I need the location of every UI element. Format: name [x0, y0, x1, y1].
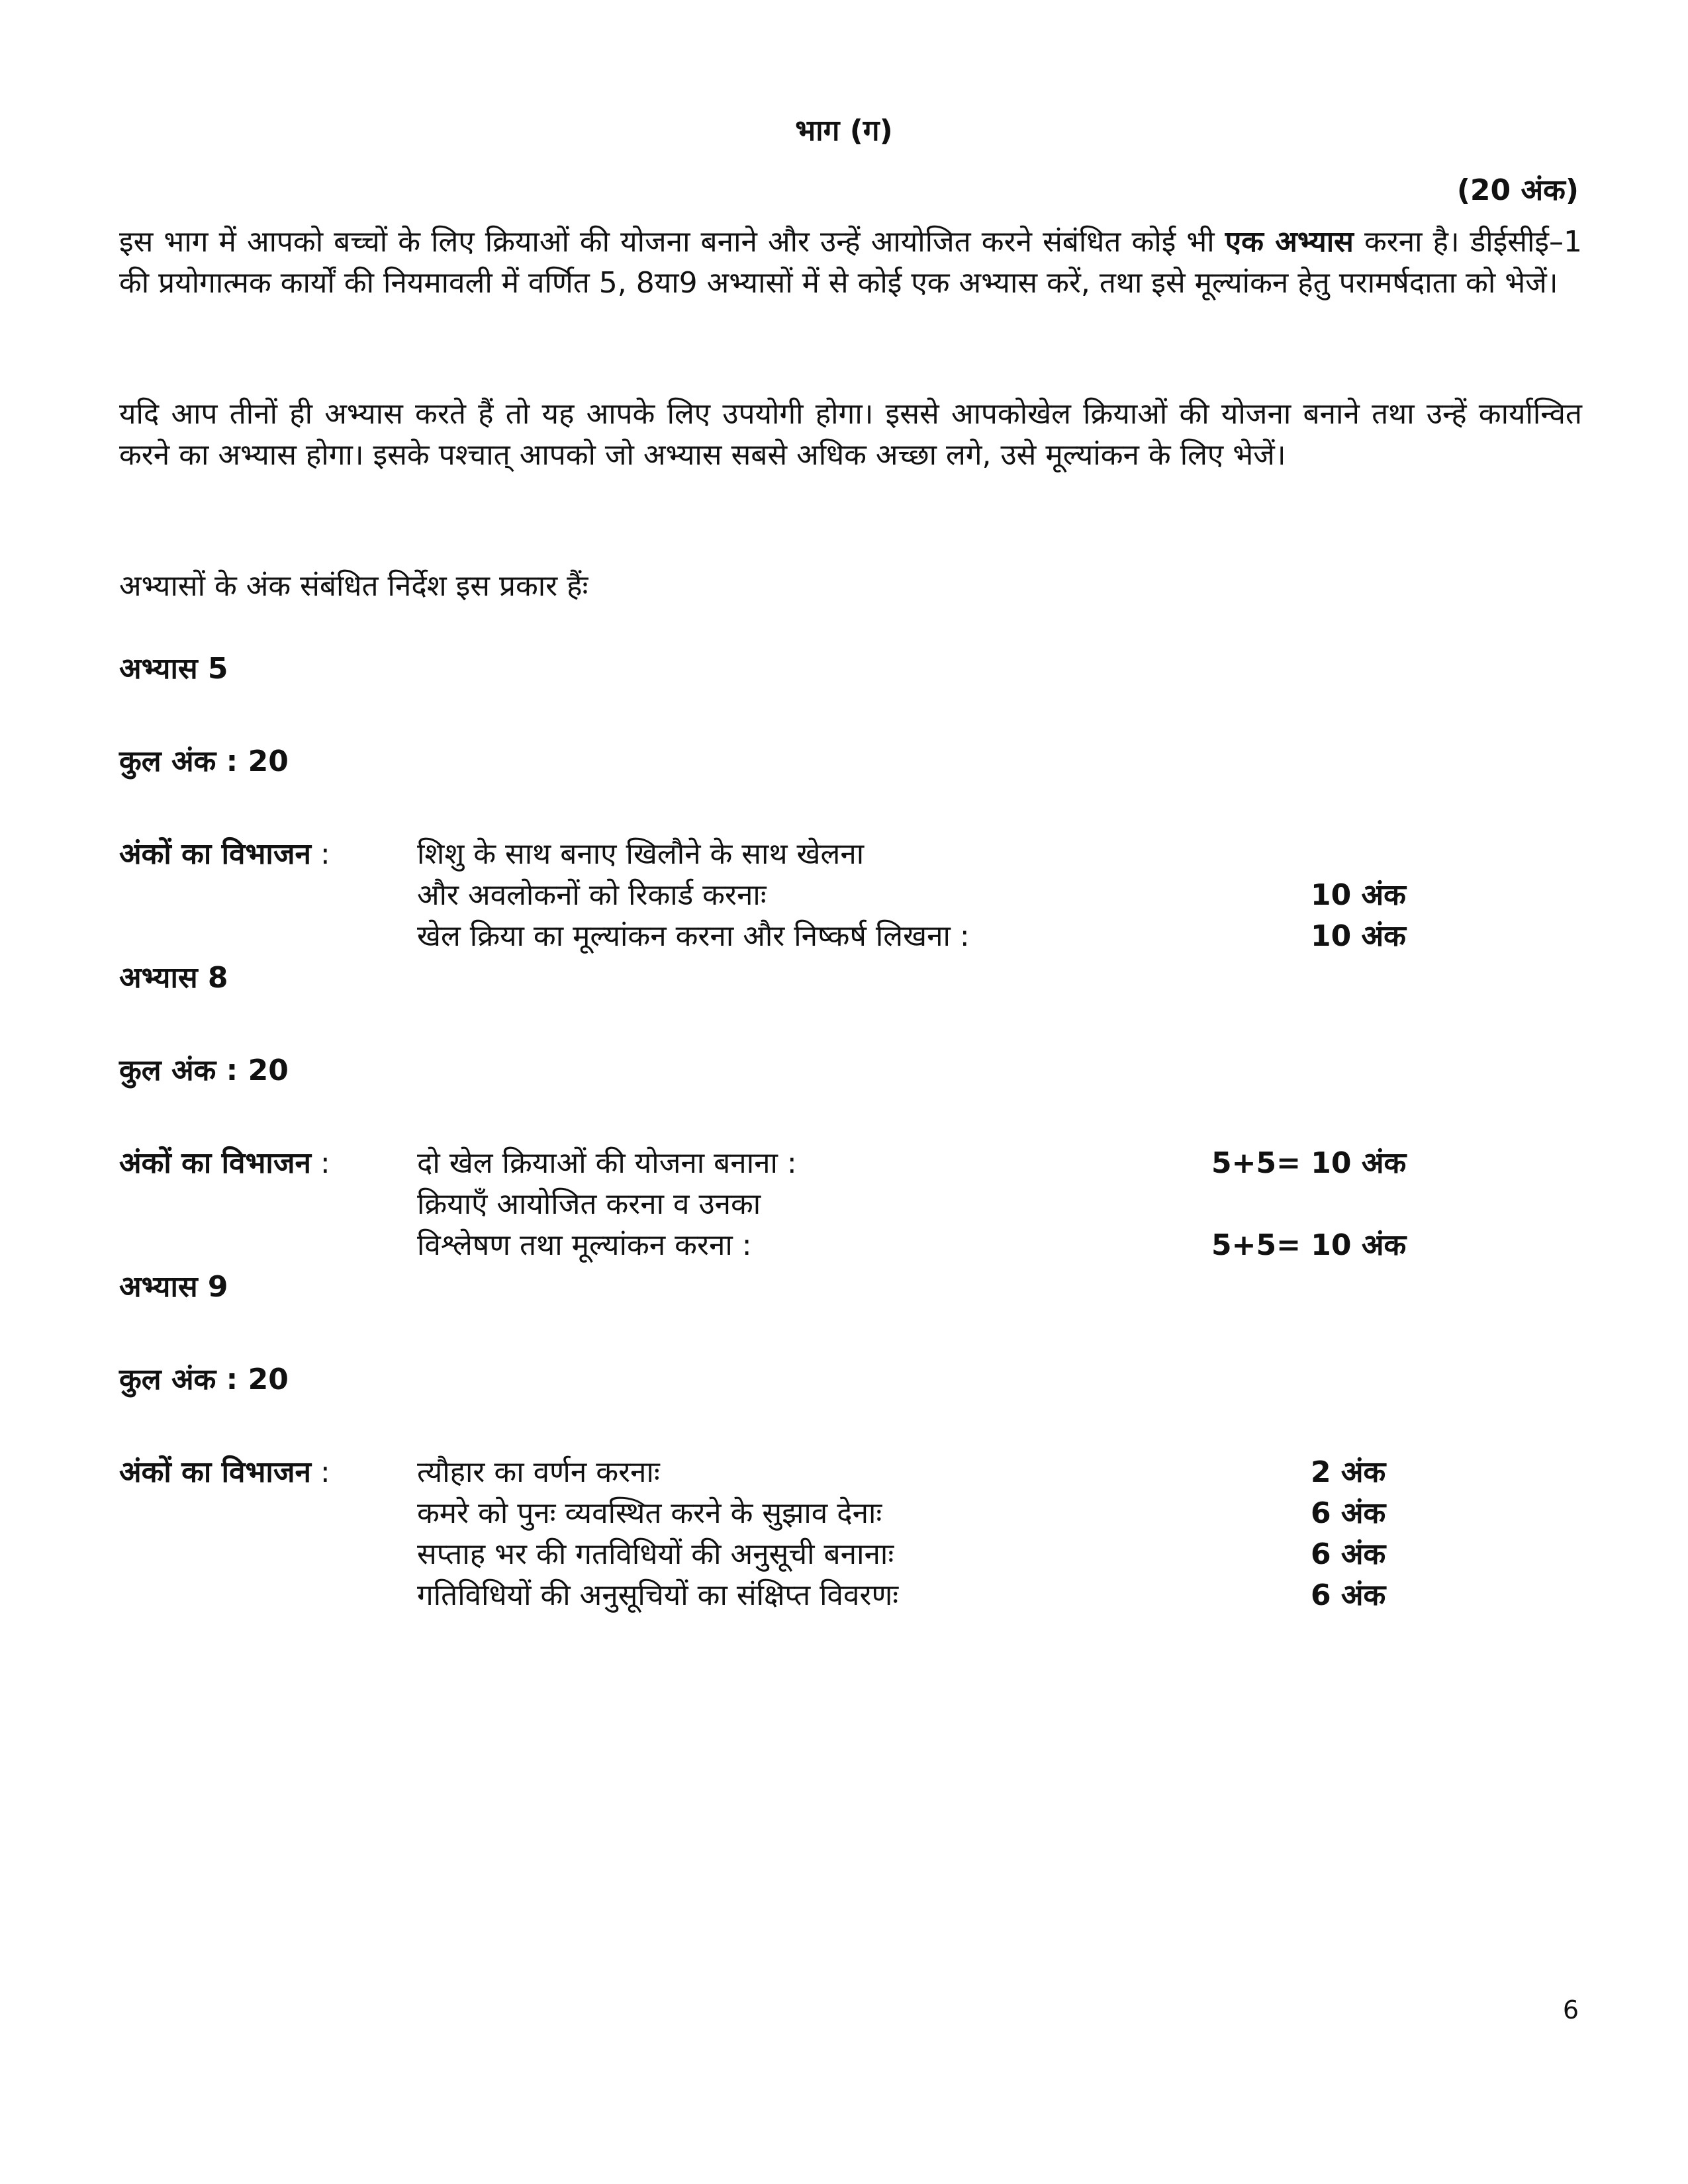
division-label	[119, 833, 330, 872]
exercise-9-item-3-marks: 6 अंक	[1311, 1537, 1386, 1571]
division-colon: :	[320, 1455, 330, 1489]
exercise-9-heading: अभ्यास 9	[119, 1270, 228, 1304]
exercise-5-item-1: शिशु के साथ बनाए खिलौने के साथ खेलना	[417, 837, 865, 871]
exercise-8-item-2: क्रियाएँ आयोजित करना व उनका	[417, 1187, 761, 1221]
exercise-5-item-3-marks: 10 अंक	[1311, 919, 1406, 953]
exercise-9-item-1-marks: 2 अंक	[1311, 1455, 1386, 1489]
division-label-text: अंकों का विभाजन	[119, 1146, 311, 1180]
exercise-9-item-2-marks: 6 अंक	[1311, 1496, 1386, 1530]
exercise-9-item-3: सप्ताह भर की गतविधियों की अनुसूची बनानाः	[417, 1537, 894, 1571]
exercise-8-item-1: दो खेल क्रियाओं की योजना बनाना :	[417, 1146, 797, 1180]
exercise-8-item-3: विश्लेषण तथा मूल्यांकन करना :	[417, 1228, 752, 1262]
intro-paragraph-3: अभ्यासों के अंक संबंधित निर्देश इस प्रकार हैंः	[119, 569, 588, 603]
intro-paragraph-1	[119, 222, 1582, 304]
page-number: 6	[1562, 1995, 1579, 2025]
exercise-8-item-1-marks: 5+5= 10 अंक	[1211, 1146, 1407, 1180]
section-total-marks: (20 अंक)	[1456, 173, 1579, 207]
exercise-9-item-2: कमरे को पुनः व्यवस्थित करने के सुझाव देनाः	[417, 1496, 882, 1530]
exercise-5-item-2-marks: 10 अंक	[1311, 878, 1406, 912]
exercise-8-total: कुल अंक : 20	[119, 1054, 289, 1087]
division-label-text: अंकों का विभाजन	[119, 1455, 311, 1489]
exercise-9-item-4: गतिविधियों की अनुसूचियों का संक्षिप्त विवरणः	[417, 1578, 899, 1612]
division-label	[119, 1142, 330, 1181]
exercise-5-item-3: खेल क्रिया का मूल्यांकन करना और निष्कर्ष लिखना :	[417, 919, 970, 953]
exercise-5-heading: अभ्यास 5	[119, 652, 228, 686]
exercise-9-total: कुल अंक : 20	[119, 1363, 289, 1396]
intro-text-a: इस भाग में आपको बच्चों के लिए क्रियाओं की योजना बनाने और उन्हें आयोजित करने संबंधित कोई भी	[119, 225, 1225, 259]
division-colon: :	[320, 837, 330, 871]
intro-text-c: करना है। डीईसीई–1 की प्रयोगात्मक कार्यों की नियमावली में वर्णित 5, 8या9 अभ्यासों में से कोई एक अभ्यास करें, तथा इसे मूल्यांकन हेतु परामर्षदाता को भेजें।	[119, 225, 1582, 300]
division-label	[119, 1451, 330, 1490]
division-label-text: अंकों का विभाजन	[119, 837, 311, 871]
exercise-5-total: कुल अंक : 20	[119, 745, 289, 778]
exercise-9-item-1: त्यौहार का वर्णन करनाः	[417, 1455, 660, 1489]
exercise-5-item-2: और अवलोकनों को रिकार्ड करनाः	[417, 878, 767, 912]
intro-paragraph-2: यदि आप तीनों ही अभ्यास करते हैं तो यह आपके लिए उपयोगी होगा। इससे आपकोखेल क्रियाओं की योजना बनाने तथा उन्हें कार्यान्वित करने का अभ्यास होगा। इसके पश्चात् आपको जो अभ्यास सबसे अधिक अच्छा लगे, उसे मूल्यांकन के लिए भेजें।	[119, 397, 1582, 472]
exercise-8-item-3-marks: 5+5= 10 अंक	[1211, 1228, 1407, 1262]
intro-text-bold: एक अभ्यास	[1225, 225, 1354, 259]
exercise-8-heading: अभ्यास 8	[119, 961, 228, 995]
exercise-9-item-4-marks: 6 अंक	[1311, 1578, 1386, 1612]
page-title: भाग (ग)	[795, 114, 893, 148]
division-colon: :	[320, 1146, 330, 1180]
